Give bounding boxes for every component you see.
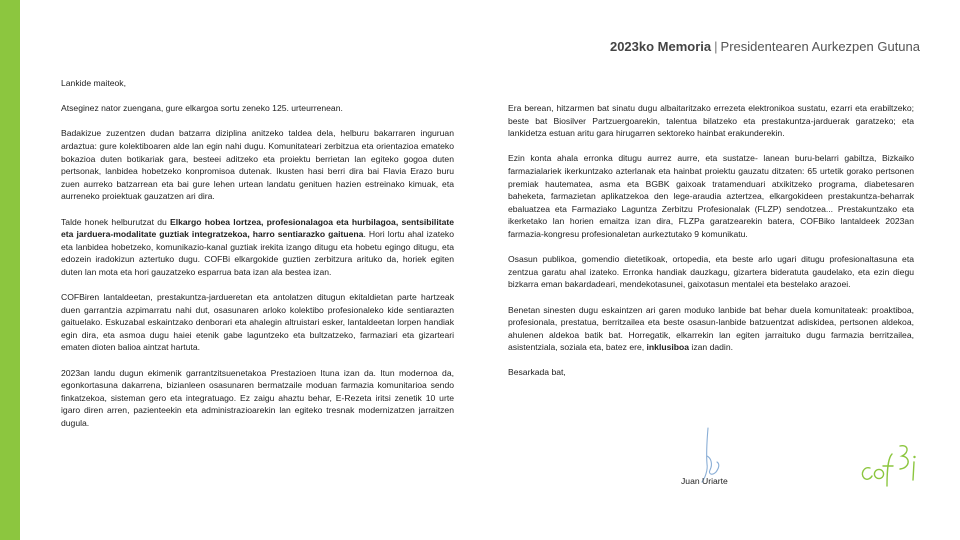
paragraph-9-text-c: izan dadin.: [689, 342, 734, 353]
paragraph-9: [508, 304, 914, 354]
letter-column-left: [61, 77, 454, 442]
cofbi-logo: [856, 436, 920, 494]
paragraph-8: Osasun publikoa, gomendio dietetikoak, ortopedia, eta beste arlo ugari ditugu profesionaltasuna eta zentzua garatu ahal izateko. Erronka handiak dauzkagu, gizartera bideratuta gaudelako, eta ezin diegu bizkarra eman bakardadeari, mendekotasunei, gaixotasun mentalei eta bestelako arazoei.: [508, 254, 914, 290]
report-title: 2023ko Memoria: [609, 39, 712, 54]
signer-name: Juan Uriarte: [681, 476, 728, 486]
paragraph-5: 2023an landu dugun ekimenik garrantzitsuenetakoa Prestazioen Ituna izan da. Itun modernoa da, egonkortasuna dakarrena, bizianleen osasunaren bermatzaile moduan farmazia komunitarioa sendo finkatzekoa, sisteman gero eta integratuago. Ez zaigu ahaztu behar, E-Rezeta iritsi zenetik 10 urte igaro diren arren, pazienteekin eta administrazioarekin lan egiteko tresnak modernizatzen jarraitzen dugula.: [61, 367, 454, 429]
salutation: Lankide maiteok,: [61, 78, 126, 88]
paragraph-9-text-a: Benetan sinesten dugu eskaintzen ari garen moduko lanbide bat behar duela komunitateak: proaktiboa, profesionala, prestatua, berritzailea eta beste osasun-lanbide batzuentzat adiskidea, pertsonen aldekoa, ahulenen aldekoa batik bat. Horregatik, elkarrekin lan egiten jarraituko dugu farmazia berritzailea, asistentziala, soziala eta, batez ere,: [508, 304, 914, 353]
paragraph-6: Era berean, hitzarmen bat sinatu dugu albaitaritzako errezeta elektronikoa sustatu, ezarri eta erabiltzeko; beste bat Biosilver Partzuergoarekin, talentua bilatzeko eta prestakuntza-jarduerak garatzeko; eta lankidetza estuan aritu gara hirugarren sektoreko hainbat erakunderekin.: [508, 103, 914, 139]
paragraph-9-emphasis: inklusiboa: [646, 342, 690, 353]
paragraph-4: COFBiren lantaldeetan, prestakuntza-jardueretan eta antolatzen ditugun ekitaldietan parte hartzeak duen garrantzia azpimarratu nahi dut, osasunaren arloko kolektibo profesionaleko kide sentiarazten gaituelako. Eskuzabal eskaintzako denborari eta ahalegin altruistari esker, lantaldeetan lorpen handiak egin dira, eta asmoa dugu haiei etenik gabe laguntzeko eta bultzatzeko, farmaziari eta gizarteari ematen dioten balioa aintzat hartuta.: [61, 292, 454, 353]
paragraph-7: Ezin konta ahala erronka ditugu aurrez aurre, eta sustatze- lanean buru-belarri gabiltza, Bizkaiko farmazialariek ikerkuntzako azterlanak eta hainbat proiektu gauzatu ditzaten: 65 urtetik gorako pertsonen premiak hautematea, asma eta BGBK gaixoak tratamenduari atxikitzeko programa, diabetesaren baheketa, farmazietan aplikatzekoa den lege-araudia aztertzea, elkargokideen prestakuntza-beharrak ebaluatzea eta Farmaziako Laguntza Zerbitzu Profesionalak (FLZP) sendotzea... Prestakuntzako eta ikerketako lan horien emaitza izan dira, FLZPa garatzearekin batera, COFBiko lantaldeek 2023an farmazia-kongresu profesionaletan aurkeztutako 9 komunikatu.: [508, 153, 914, 239]
letter-column-right: [508, 102, 914, 392]
report-subtitle: Presidentearen Aurkezpen Gutuna: [720, 39, 920, 54]
paragraph-3-text-a: Talde honek helburutzat du: [61, 216, 170, 227]
title-separator: |: [714, 39, 718, 54]
page-header: [610, 39, 920, 54]
paragraph-2: Badakizue zuzentzen dudan batzarra diziplina anitzeko taldea dela, helburu bakarraren inguruan ardaztua: gure kolektiboaren alde lan egin nahi dugu. Komunitateari zerbitzua eta orientazioa emateko bokazioa duten botikariak gara, besteei aditzeko eta proiektu berrietan lan egiteko gogoa duten pertsonak, lanbidea hobetzeko konpromisoa dutenak. Ikusten hasi berri dira bai Flavia Erazo buru zuen aurreko batzarrean eta bai gure lehen urtean landatu genituen hazien estreinako kimuak, eta aurreneko proiektuak gauzatzen ari dira.: [61, 128, 454, 202]
paragraph-3: [61, 216, 454, 279]
closing: Besarkada bat,: [508, 367, 566, 378]
paragraph-3-text-c: . Hori lortu ahal izateko eta lanbidea hobetzeko, komunikazio-kanal guztiak irekita izango ditugu eta hobetu egingo ditugu, eta edozein iradokizun aztertuko dugu. COFBi elkargokide guztien zerbitzura arituko da, horiek egiten duten lan mota eta hori gauzatzeko esparrua bata izan ala bestea izan.: [61, 229, 454, 277]
green-side-bar: [0, 0, 20, 540]
paragraph-3-emphasis: Elkargo hobea lortzea, profesionalagoa eta hurbilagoa, sentsibilitate eta jarduera-modalitate guztiak integratzekoa, harro sentiarazko gaituena: [61, 216, 454, 240]
paragraph-1: Atseginez nator zuengana, gure elkargoa sortu zeneko 125. urteurrenean.: [61, 103, 343, 114]
